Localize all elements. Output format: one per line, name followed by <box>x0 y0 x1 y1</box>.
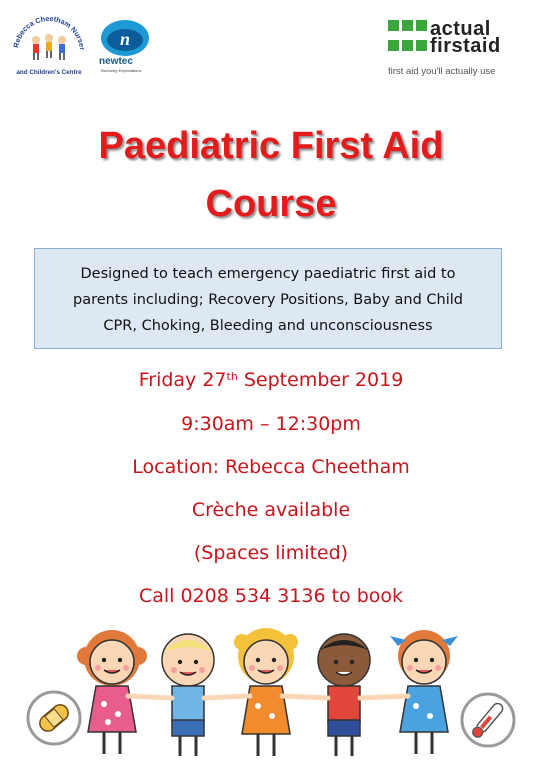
actual-firstaid-logo <box>388 16 518 78</box>
description-line3: CPR, Choking, Bleeding and unconsciousness <box>103 318 433 334</box>
rebecca-cheetham-logo <box>10 10 88 88</box>
newtec-tagline: Nurturing Expectations <box>101 68 142 73</box>
rc-logo-bottom-text: and Children's Centre <box>16 69 82 76</box>
children-illustration <box>20 620 522 766</box>
page-title-line2: Course <box>205 183 337 225</box>
newtec-name: newtec <box>99 56 133 67</box>
page-title-line1: Paediatric First Aid <box>98 125 444 167</box>
event-time: 9:30am – 12:30pm <box>181 413 361 435</box>
description-box <box>34 248 502 349</box>
event-date: Friday 27th September 2019 <box>138 369 404 391</box>
newtec-logo <box>95 18 155 73</box>
thermometer-icon <box>462 694 514 746</box>
actual-firstaid-tagline: first aid you'll actually use <box>388 66 496 77</box>
actual-firstaid-line2: firstaid <box>430 35 501 57</box>
plaster-icon <box>28 692 80 744</box>
description-line2: parents including; Recovery Positions, Baby and Child <box>73 292 463 308</box>
description-line1: Designed to teach emergency paediatric first aid to <box>80 266 456 282</box>
svg-text:n: n <box>119 29 131 49</box>
booking-info: Call 0208 534 3136 to book <box>138 585 404 607</box>
rc-logo-arc-text: Rebecca Cheetham Nurser <box>11 13 87 51</box>
actual-firstaid-line1: actual <box>430 18 491 40</box>
event-location: Location: Rebecca Cheetham <box>132 456 410 478</box>
spaces-info: (Spaces limited) <box>193 542 349 564</box>
creche-info: Crèche available <box>191 499 351 521</box>
date-ordinal: th <box>226 370 238 383</box>
